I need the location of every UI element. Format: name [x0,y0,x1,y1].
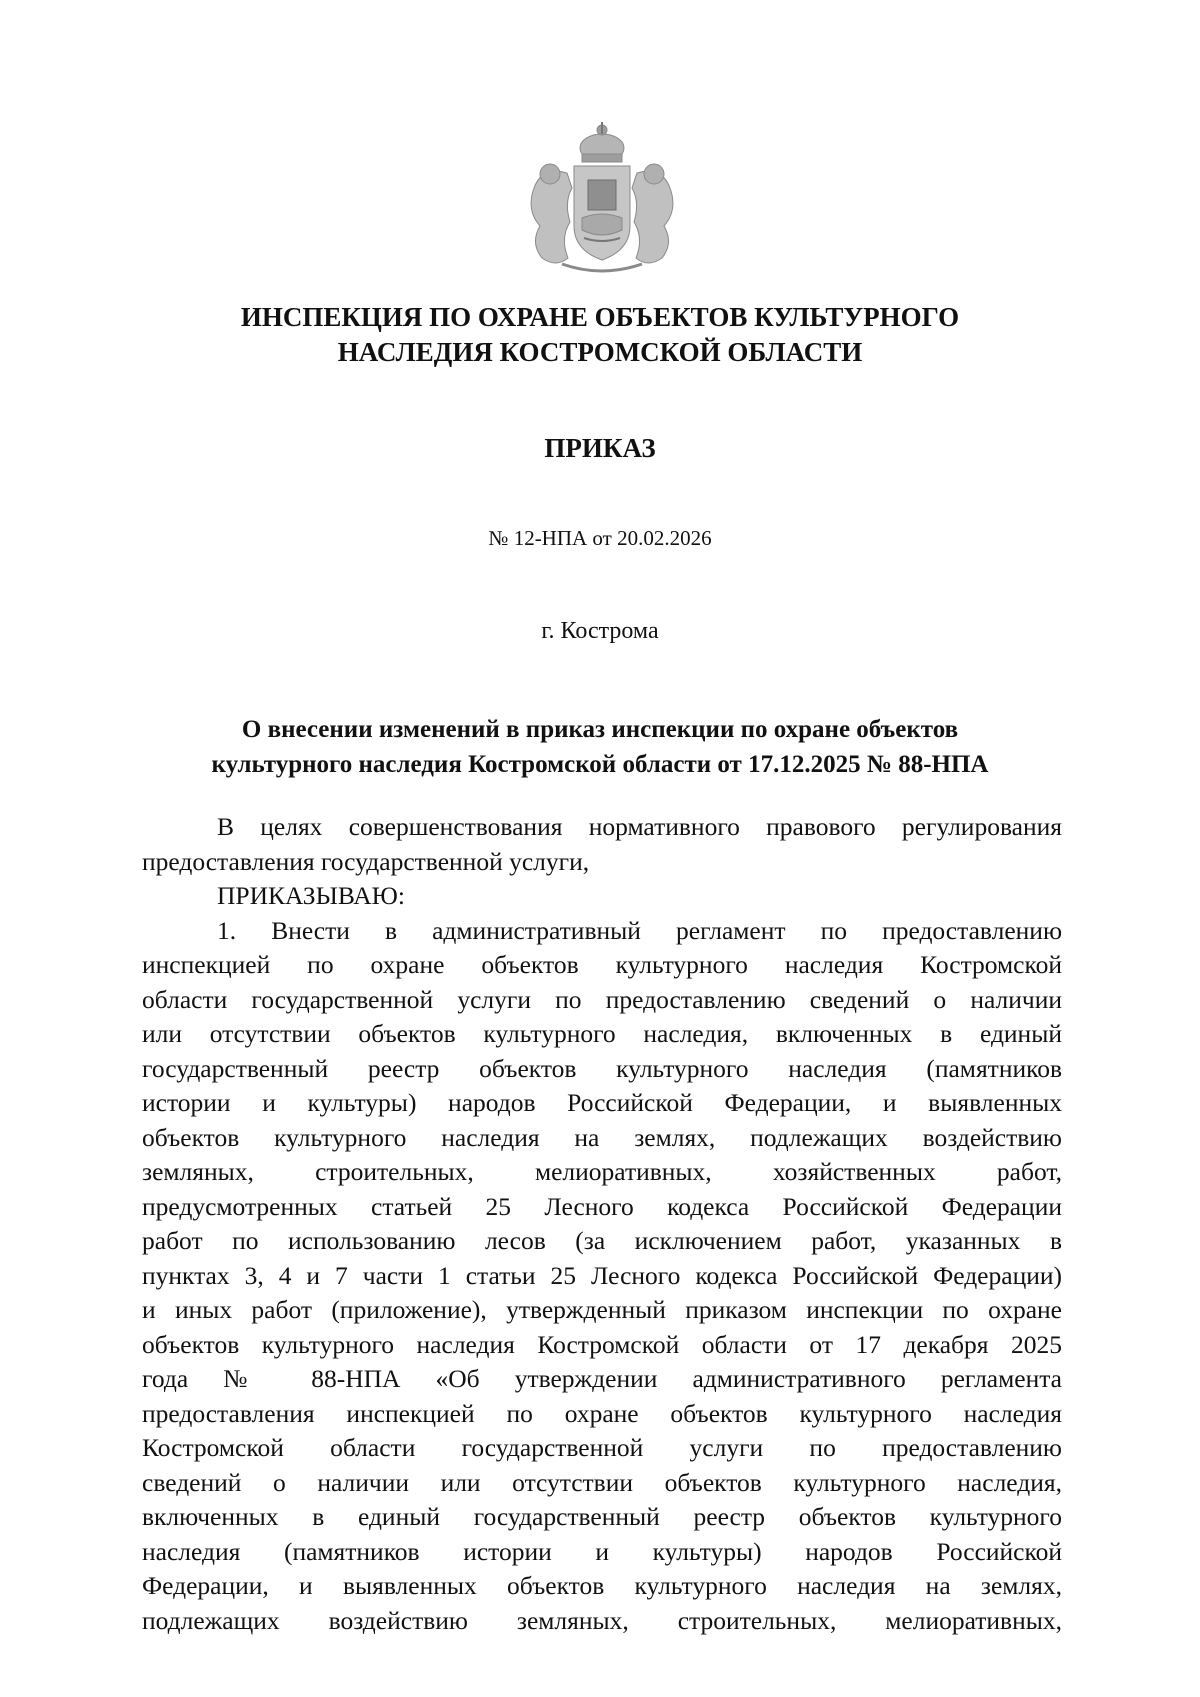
document-type: ПРИКАЗ [544,433,656,463]
body-line: земляных, строительных, мелиоративных, хозяйственных работ, [142,1157,1062,1186]
body-line: истории и культуры) народов Российской Федерации, и выявленных [142,1088,1062,1117]
body-line: Федерации, и выявленных объектов культурного наследия на землях, [142,1571,1062,1600]
body-line: сведений о наличии или отсутствии объектов культурного наследия, [142,1467,1062,1497]
body-line: наследия (памятников истории и культуры) народов Российской [142,1536,1062,1566]
subject-line: культурного наследия Костромской области от 17.12.2025 № 88-НПА [211,751,989,778]
body-line: 1. Внести в административный регламент по предоставлению [217,915,1062,945]
authority-line: НАСЛЕДИЯ КОСТРОМСКОЙ ОБЛАСТИ [337,337,863,367]
body-line: работ по использованию лесов (за исключением работ, указанных в [142,1226,1062,1255]
subject-line: О внесении изменений в приказ инспекции по охране объектов [241,716,959,743]
body-line: предусмотренных статьей 25 Лесного кодекса Российской Федерации [142,1191,1062,1221]
coat-of-arms-emblem [512,118,692,283]
order-keyword: ПРИКАЗЫВАЮ: [217,881,405,910]
body-line: объектов культурного наследия Костромской области от 17 декабря 2025 [142,1329,1062,1359]
body-line: В целях совершенствования нормативного правового регулирования [217,812,1062,841]
body-line: подлежащих воздействию земляных, строительных, мелиоративных, [142,1605,1062,1635]
body-line: года № 88-НПА «Об утверждении административного регламента [142,1364,1062,1393]
body-line: области государственной услуги по предоставлению сведений о наличии [142,984,1062,1014]
issuing-authority-title [150,300,1050,370]
body-line: пунктах 3, 4 и 7 части 1 статьи 25 Лесного кодекса Российской Федерации) [142,1260,1062,1290]
kostroma-oblast-coat-of-arms-icon [512,118,692,283]
body-line: инспекцией по охране объектов культурного наследия Костромской [142,950,1062,979]
document-subject [150,712,1050,782]
body-line: государственный реестр объектов культурного наследия (памятников [142,1053,1062,1083]
body-line: объектов культурного наследия на землях, подлежащих воздействию [142,1122,1062,1152]
document-body [142,810,1062,1638]
document-place: г. Кострома [541,618,659,644]
body-line: предоставления инспекцией по охране объектов культурного наследия [142,1398,1062,1428]
authority-line: ИНСПЕКЦИЯ ПО ОХРАНЕ ОБЪЕКТОВ КУЛЬТУРНОГО [240,302,960,332]
body-line: или отсутствии объектов культурного наследия, включенных в единый [142,1019,1062,1048]
document-number-date: № 12-НПА от 20.02.2026 [488,526,712,550]
body-line: включенных в единый государственный реестр объектов культурного [142,1502,1062,1531]
body-line: Костромской области государственной услуги по предоставлению [142,1433,1062,1462]
body-line: и иных работ (приложение), утвержденный приказом инспекции по охране [142,1295,1062,1324]
body-line: предоставления государственной услуги, [142,846,590,876]
